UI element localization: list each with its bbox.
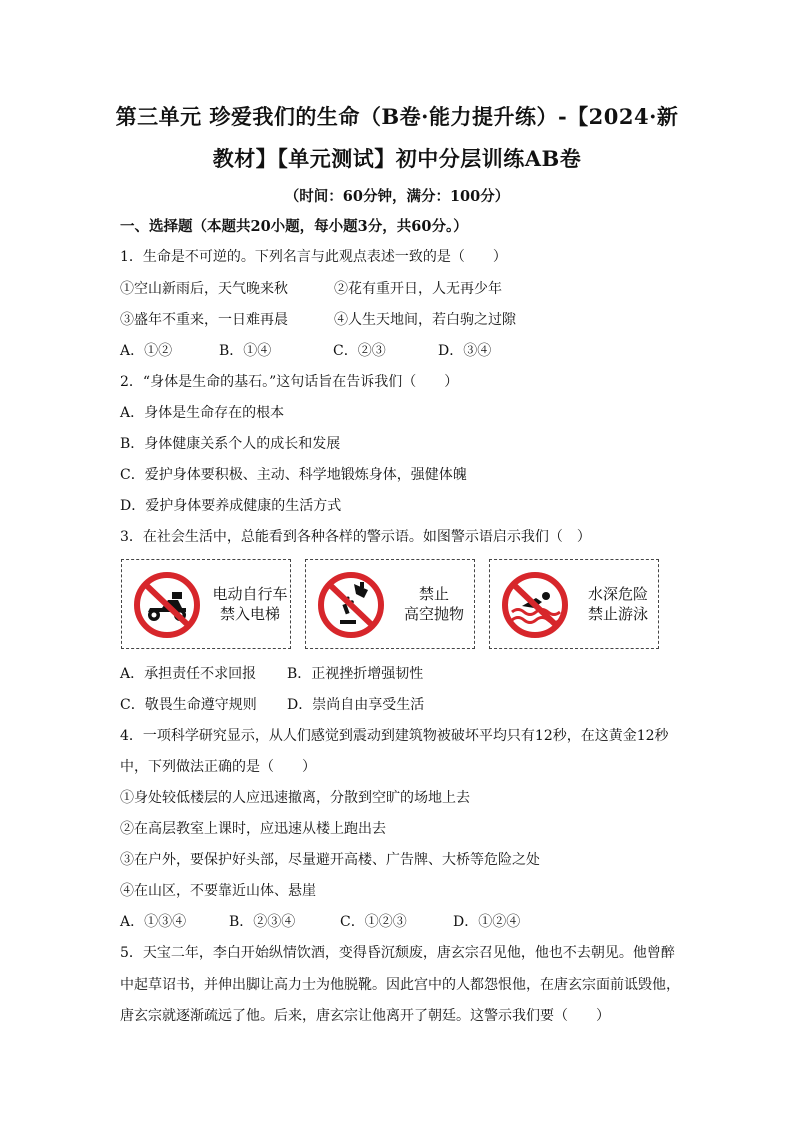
q4-statement-2: ②在高层教室上课时，应迅速从楼上跑出去 (120, 821, 386, 837)
q2-option-d: D．爱护身体要养成健康的生活方式 (120, 498, 342, 514)
q4-statement-3: ③在户外，要保护好头部，尽量避开高楼、广告牌、大桥等危险之处 (120, 852, 540, 868)
q1-stem: 1．生命是不可逆的。下列名言与此观点表述一致的是（ ） (120, 249, 507, 265)
q1-option-a: A．①② (120, 343, 173, 359)
q3-option-a: A．承担责任不求回报 (120, 666, 257, 682)
q3-option-c: C．敬畏生命遵守规则 (120, 697, 257, 713)
q2-option-b: B．身体健康关系个人的成长和发展 (120, 436, 341, 452)
sign-text-ebike (212, 584, 288, 624)
q1-statement-2: ②花有重开日，人无再少年 (334, 281, 502, 297)
q3-option-d: D．崇尚自由享受生活 (287, 697, 425, 713)
q4-statement-4: ④在山区，不要靠近山体、悬崖 (120, 883, 316, 899)
sign-no-ebike (121, 559, 291, 649)
q1-option-d: D．③④ (438, 343, 492, 359)
q4-option-b: B．②③④ (229, 914, 296, 930)
exam-subtitle: （时间：60分钟，满分：100分） (284, 188, 510, 205)
sign-ebike-line-2: 禁入电梯 (219, 605, 280, 623)
q4-option-c: C．①②③ (340, 914, 407, 930)
sign-ebike-line-1: 电动自行车 (212, 585, 288, 603)
sign-swimming-line-1: 水深危险 (587, 585, 648, 603)
title-line-1: 第三单元 珍爱我们的生命（B卷·能力提升练）-【2024·新 (115, 104, 679, 129)
sign-throwing-line-2: 高空抛物 (403, 605, 464, 623)
no-swimming-icon (500, 572, 570, 638)
q5-line-1: 5．天宝二年，李白开始纵情饮酒，变得昏沉颓废，唐玄宗召见他，他也不去朝见。他曾醉 (120, 945, 675, 961)
title-line-2: 教材】【单元测试】初中分层训练AB卷 (212, 146, 582, 171)
sign-text-swimming (580, 584, 656, 624)
q5-line-2: 中起草诏书，并伸出脚让高力士为他脱靴。因此宫中的人都怨恨他，在唐玄宗面前诋毁他， (120, 977, 680, 993)
q2-option-c: C．爱护身体要积极、主动、科学地锻炼身体，强健体魄 (120, 467, 467, 483)
sign-text-throwing (396, 584, 472, 624)
q4-stem-line-1: 4．一项科学研究显示，从人们感觉到震动到建筑物被破坏平均只有12秒，在这黄金12秒 (120, 728, 669, 744)
q4-statement-1: ①身处较低楼层的人应迅速撤离，分散到空旷的场地上去 (120, 790, 470, 806)
section-heading: 一、选择题（本题共20小题，每小题3分，共60分。） (120, 218, 468, 235)
q1-statement-4: ④人生天地间，若白驹之过隙 (334, 312, 516, 328)
q3-stem: 3．在社会生活中，总能看到各种各样的警示语。如图警示语启示我们（ ） (120, 529, 591, 545)
q1-option-b: B．①④ (219, 343, 272, 359)
q1-statement-1: ①空山新雨后，天气晚来秋 (120, 281, 288, 297)
no-ebike-icon (132, 572, 202, 638)
q4-option-d: D．①②④ (453, 914, 521, 930)
no-throwing-icon (316, 572, 386, 638)
sign-no-throwing (305, 559, 475, 649)
q5-line-3: 唐玄宗就逐渐疏远了他。后来，唐玄宗让他离开了朝廷。这警示我们要（ ） (120, 1008, 610, 1024)
q4-stem-line-2: 中，下列做法正确的是（ ） (120, 759, 316, 775)
q1-statement-3: ③盛年不重来，一日难再晨 (120, 312, 288, 328)
q2-option-a: A．身体是生命存在的根本 (120, 405, 285, 421)
q3-option-b: B．正视挫折增强韧性 (287, 666, 424, 682)
q4-option-a: A．①③④ (120, 914, 187, 930)
sign-throwing-line-1: 禁止 (418, 585, 449, 603)
q1-option-c: C．②③ (333, 343, 386, 359)
q2-stem: 2．“身体是生命的基石。”这句话旨在告诉我们（ ） (120, 374, 459, 390)
sign-no-swimming (489, 559, 659, 649)
sign-swimming-line-2: 禁止游泳 (587, 605, 648, 623)
